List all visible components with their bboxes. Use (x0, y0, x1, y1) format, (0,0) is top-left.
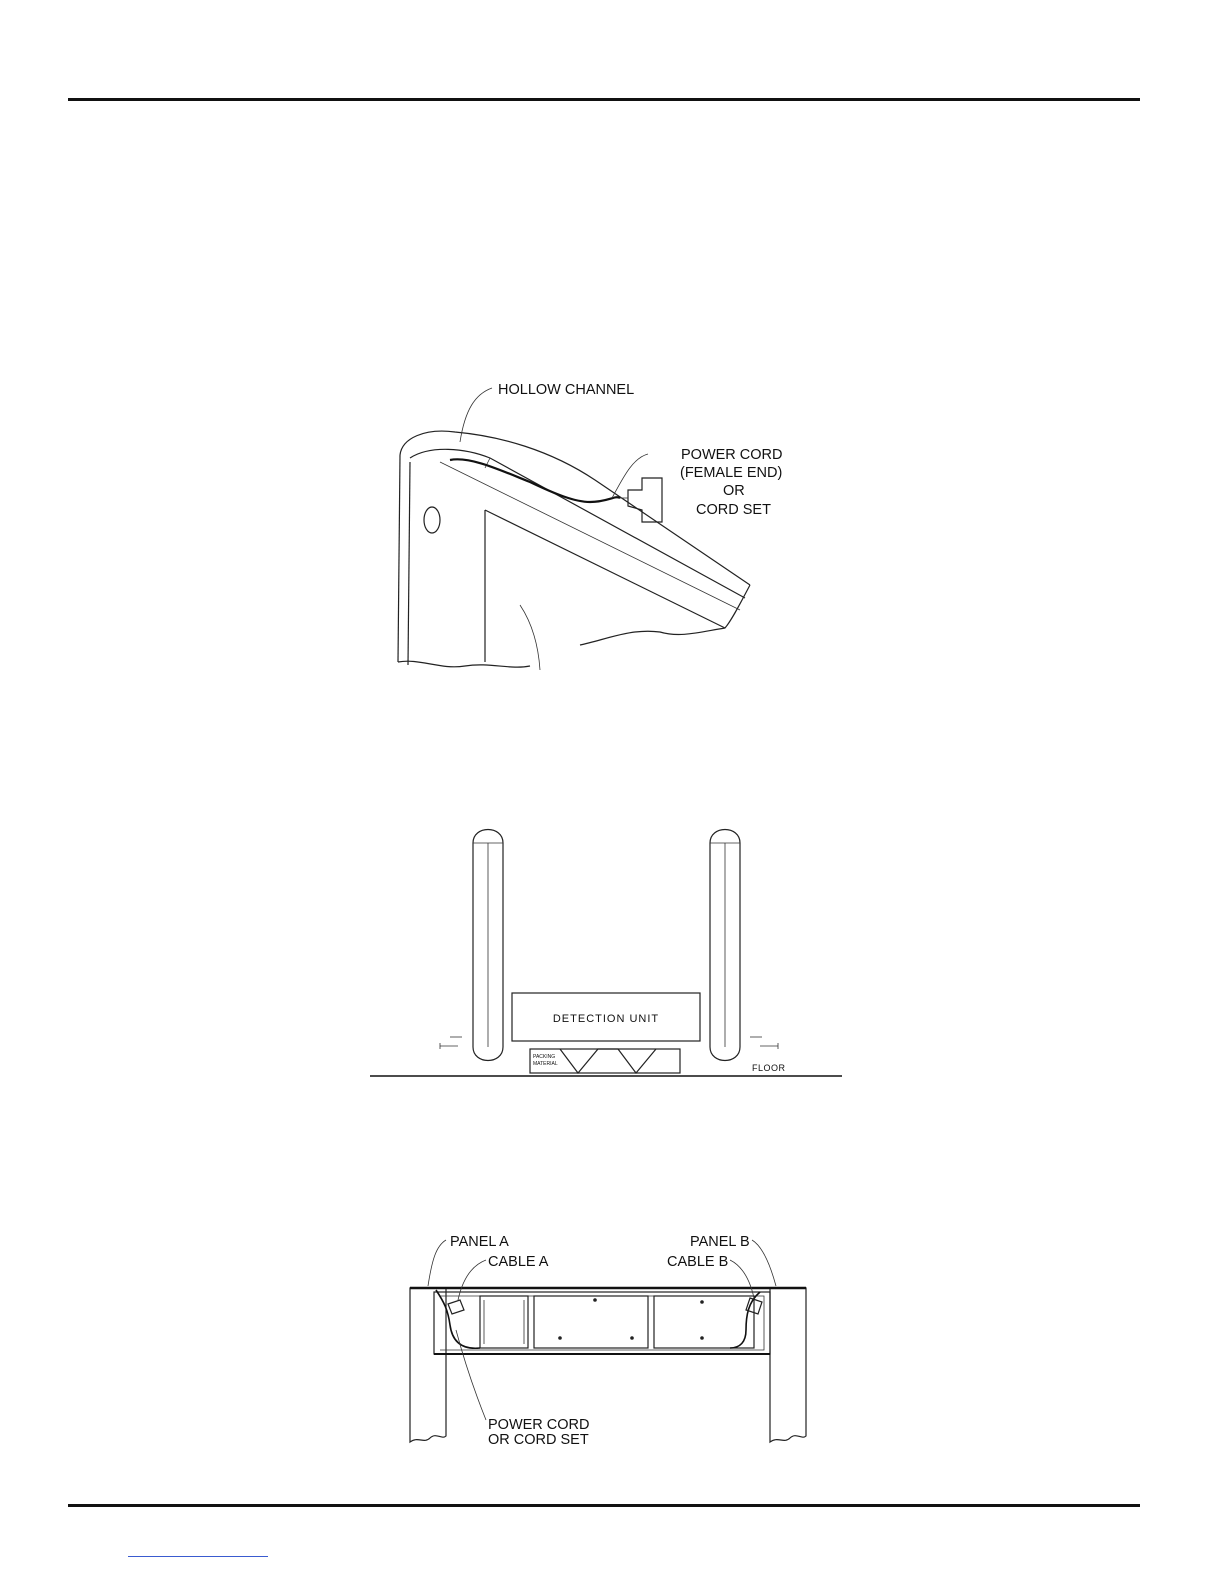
panel-left-edge (398, 455, 400, 662)
screw (700, 1300, 704, 1304)
panel-b-label: PANEL B (690, 1234, 750, 1250)
header-rule (68, 98, 1140, 101)
cable-a-connector (448, 1300, 464, 1314)
cable-a-leader (458, 1260, 486, 1300)
board-1 (480, 1296, 528, 1348)
power-cord-line (450, 459, 620, 502)
detection-unit-label: DETECTION UNIT (552, 1013, 660, 1025)
right-dim-mark (760, 1043, 778, 1049)
power-cord-label-4: CORD SET (696, 502, 771, 518)
power-cord-label-fig3-2: OR CORD SET (488, 1432, 589, 1448)
left-dim-mark (440, 1043, 458, 1049)
hollow-channel-label: HOLLOW CHANNEL (498, 382, 635, 398)
panel-b-post (770, 1288, 806, 1442)
power-cord-label-1: POWER CORD (681, 447, 783, 463)
power-cord-label-2: (FEMALE END) (680, 465, 783, 481)
board-3 (654, 1296, 754, 1348)
figure-panel-cables (400, 1230, 820, 1460)
hollow-channel-drawing (380, 370, 820, 680)
screw (700, 1336, 704, 1340)
panel-b-leader (752, 1240, 776, 1286)
detection-unit-floor-drawing (370, 815, 850, 1085)
panel-underside-edge (485, 510, 725, 628)
packing-label-2: MATERIAL (533, 1061, 558, 1067)
figure-hollow-channel (380, 370, 820, 680)
figure-detection-unit-floor (370, 815, 850, 1085)
panel-cables-drawing (400, 1230, 820, 1460)
floor-label: FLOOR (752, 1063, 786, 1073)
footer-rule (68, 1504, 1140, 1507)
packing-label-1: PACKING (533, 1054, 556, 1060)
board-1-detail (484, 1300, 524, 1344)
panel-leader (520, 605, 540, 670)
screw (630, 1336, 634, 1340)
packing-material-folds (560, 1049, 656, 1073)
footer-link-underline (128, 1556, 268, 1557)
hollow-channel-leader (460, 388, 492, 442)
panel-a-leader (428, 1240, 446, 1286)
panel-bottom-edge (398, 661, 530, 667)
cable-a-label: CABLE A (488, 1254, 549, 1270)
board-2 (534, 1296, 648, 1348)
panel-ragged-end (580, 585, 750, 645)
panel-hole (424, 507, 440, 533)
power-cord-label-fig3-1: POWER CORD (488, 1417, 590, 1433)
panel-left-inner-edge (408, 462, 410, 665)
cable-b-label: CABLE B (667, 1254, 729, 1270)
panel-a-label: PANEL A (450, 1234, 509, 1250)
power-cord-connector (628, 478, 662, 522)
panel-a-post (410, 1288, 446, 1442)
power-cord-label-3: OR (723, 483, 745, 499)
screw (558, 1336, 562, 1340)
frame-inner (440, 1296, 764, 1350)
screw (593, 1298, 597, 1302)
power-cord-leader (612, 454, 648, 498)
